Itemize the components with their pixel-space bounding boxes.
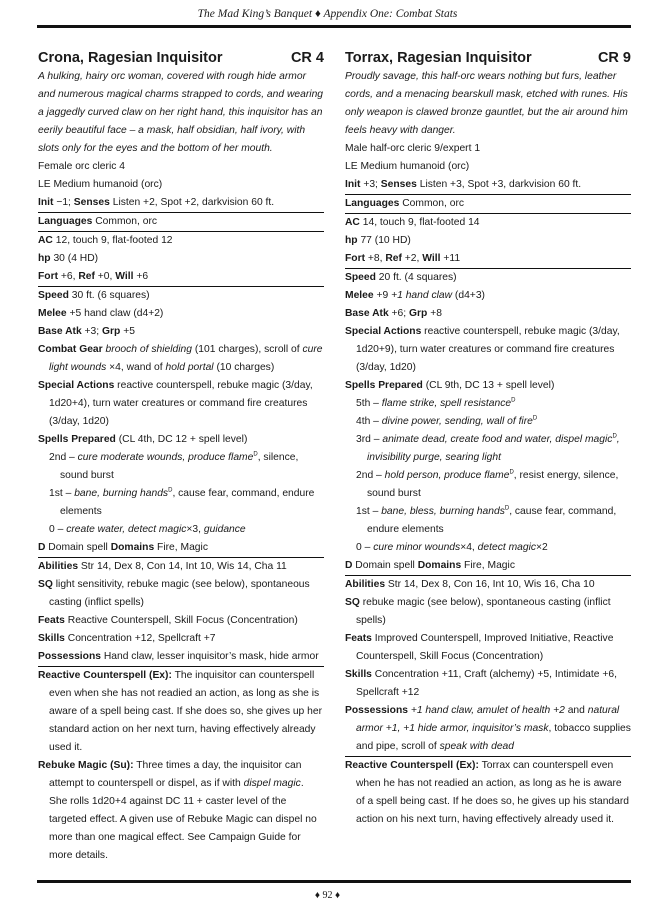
ac-line: AC 12, touch 9, flat-footed 12 [38,235,173,246]
challenge-rating: CR 4 [290,50,324,66]
spell-level-5: 5th – flame strike, spell resistance$^D$ [356,397,516,409]
languages-line: Languages Common, orc [38,213,324,232]
domains-line: D Domain spell Domains Fire, Magic [38,539,324,558]
spells-prepared-line: Spells Prepared (CL 4th, DC 12 + spell level) [38,434,248,445]
special-qualities-line: SQ rebuke magic (see below), spontaneous casting (inflict spells) [345,597,611,626]
spell-level-2: 2nd – hold person, produce flame$^D$, resist energy, silence, sound burst [356,469,619,499]
creature-description: Proudly savage, this half-orc wears nothing but furs, leather cords, and a menacing bearskull mask, etched with runes. His only weapon is clawed bronze gauntlet, but the air around him feels heavy with danger. [345,71,628,136]
abilities-line: Abilities Str 14, Dex 8, Con 14, Int 10, Wis 14, Cha 11 [38,561,287,572]
speed-line: Speed 20 ft. (4 squares) [345,272,457,283]
saves-line: Fort +6, Ref +0, Will +6 [38,268,324,287]
spell-level-1: 1st – bane, burning hands$^D$, cause fear, command, endure elements [49,487,315,517]
hp-line: hp 77 (10 HD) [345,235,411,246]
page-number: 92 [322,890,333,901]
possessions-line: Possessions +1 hand claw, amulet of health +2 and natural armor +1, +1 hide armor, inquisitor’s mask, tobacco supplies and pipe, scroll of speak with dead [345,702,631,757]
spell-level-0: 0 – create water, detect magic×3, guidance [49,524,246,535]
bottom-rule [37,880,631,883]
running-header [0,8,655,20]
melee-line: Melee +5 hand claw (d4+2) [38,308,164,319]
header-book-title: The Mad King’s Banquet [197,8,313,20]
spell-level-3: 3rd – animate dead, create food and water, dispel magic$^D$, invisibility purge, searing light [356,433,620,463]
base-attack-line: Base Atk +3; Grp +5 [38,326,135,337]
combat-gear-line: Combat Gear brooch of shielding (101 charges), scroll of cure light wounds ×4, wand of hold portal (10 charges) [38,344,323,373]
spell-level-0: 0 – cure minor wounds×4, detect magic×2 [356,542,548,553]
melee-line: Melee +9 +1 hand claw (d4+3) [345,290,485,301]
creature-description: A hulking, hairy orc woman, covered with rough hide armor and numerous magical charms strapped to cords, and wearing a jaggedly curved claw on her right hand, this inquisitor has an eerily beautiful face – a mask, half obsidian, half ivory, with slots only for the eyes and the bottom of her mouth. [38,71,324,154]
diamond-icon: ♦ [335,890,341,901]
spell-level-1: 1st – bane, bless, burning hands$^D$, cause fear, command, endure elements [356,505,617,535]
languages-line: Languages Common, orc [345,195,631,214]
special-actions-line: Special Actions reactive counterspell, rebuke magic (3/day, 1d20+9), turn water creatures or command fire creatures (3/day, 1d20) [345,326,620,373]
init-line: Init +3; Senses Listen +3, Spot +3, darkvision 60 ft. [345,176,631,195]
feats-line: Feats Reactive Counterspell, Skill Focus (Concentration) [38,615,298,626]
header-section-title: Appendix One: Combat Stats [323,8,458,20]
stat-block-title [38,49,324,67]
speed-line: Speed 30 ft. (6 squares) [38,290,150,301]
page-footer [0,890,655,901]
rebuke-magic-ability: Rebuke Magic (Su): Three times a day, the inquisitor can attempt to counterspell or dispel, as if with dispel magic. She rolls 1d20+4 against DC 11 + caster level of the targeted effect. A given use of Rebuke Magic can dispel no more than one magical effect. See Campaign Guide for more details. [38,760,317,861]
stat-block-title [345,49,631,67]
stat-block-crona [38,49,324,865]
creature-name: Torrax, Ragesian Inquisitor [345,50,532,66]
feats-line: Feats Improved Counterspell, Improved Initiative, Reactive Counterspell, Skill Focus (Concentration) [345,633,614,662]
base-attack-line: Base Atk +6; Grp +8 [345,308,442,319]
creature-type: LE Medium humanoid (orc) [345,161,470,172]
skills-line: Skills Concentration +12, Spellcraft +7 [38,633,216,644]
init-line: Init −1; Senses Listen +2, Spot +2, darkvision 60 ft. [38,194,324,213]
ac-line: AC 14, touch 9, flat-footed 14 [345,217,480,228]
reactive-counterspell-ability: Reactive Counterspell (Ex): The inquisitor can counterspell even when she has not readied an action, as long as she is aware of a spell being cast. If she does so, she gives up her standard action on her next turn, having effectively already used it. [38,670,323,753]
spell-level-4: 4th – divine power, sending, wall of fire$^D$ [356,415,538,427]
skills-line: Skills Concentration +11, Craft (alchemy) +5, Intimidate +6, Spellcraft +12 [345,669,617,698]
top-rule [37,25,631,28]
diamond-icon: ♦ [314,8,321,20]
spells-prepared-line: Spells Prepared (CL 9th, DC 13 + spell level) [345,380,555,391]
creature-type: LE Medium humanoid (orc) [38,179,163,190]
special-qualities-line: SQ light sensitivity, rebuke magic (see below), spontaneous casting (inflict spells) [38,579,310,608]
hp-line: hp 30 (4 HD) [38,253,99,264]
challenge-rating: CR 9 [597,50,631,66]
possessions-line: Possessions Hand claw, lesser inquisitor’s mask, hide armor [38,648,324,667]
special-actions-line: Special Actions reactive counterspell, rebuke magic (3/day, 1d20+4), turn water creatures or command fire creatures (3/day, 1d20) [38,380,313,427]
spell-level-2: 2nd – cure moderate wounds, produce flame$^D$, silence, sound burst [49,451,299,481]
domains-line: D Domain spell Domains Fire, Magic [345,557,631,576]
creature-name: Crona, Ragesian Inquisitor [38,50,223,66]
creature-identity: Male half-orc cleric 9/expert 1 [345,143,481,154]
stat-block-torrax [345,49,631,829]
creature-identity: Female orc cleric 4 [38,161,125,172]
reactive-counterspell-ability: Reactive Counterspell (Ex): Torrax can counterspell even when he has not readied an action, as long as he is aware of a spell being cast. If he does so, he gives up his standard action on his next turn, having effectively already used it. [345,760,630,825]
diamond-icon: ♦ [314,890,320,901]
saves-line: Fort +8, Ref +2, Will +11 [345,250,631,269]
abilities-line: Abilities Str 14, Dex 8, Con 16, Int 10, Wis 16, Cha 10 [345,579,595,590]
